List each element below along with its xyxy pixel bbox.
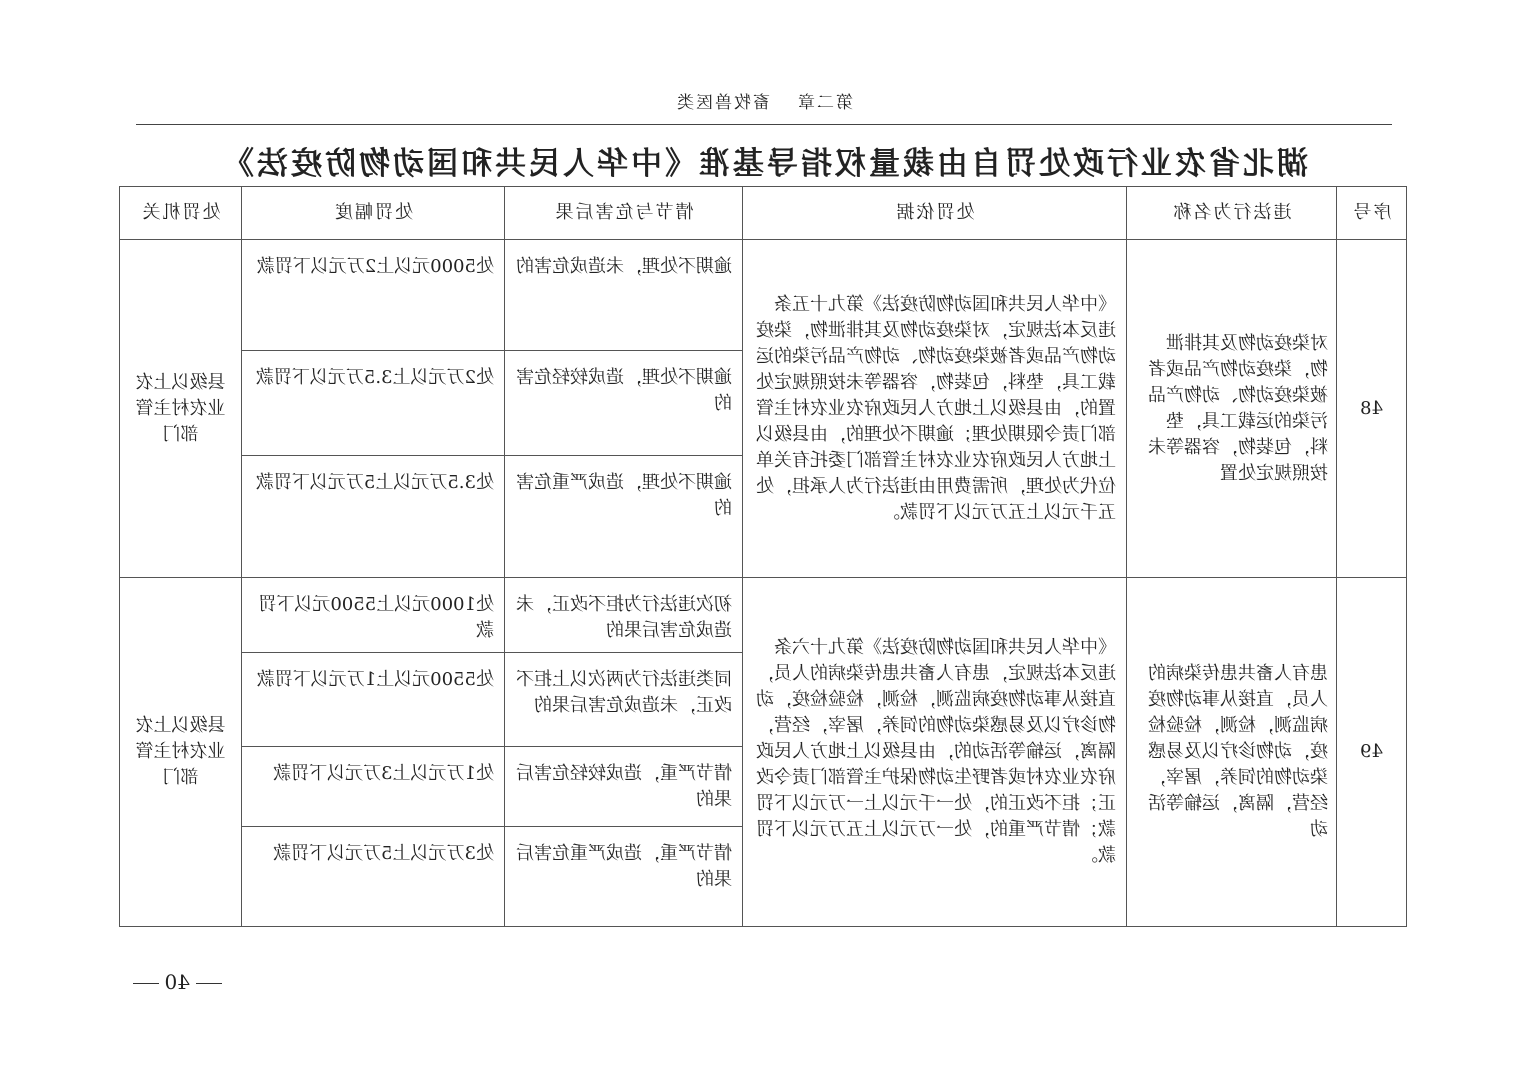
dash-right	[133, 983, 159, 984]
tier-facts: 逾期不处理，造成较轻危害的	[505, 351, 743, 456]
tier-penalty: 处3.5万元以上5万元以下罚款	[242, 456, 505, 578]
header-facts: 情节与危害后果	[505, 187, 743, 240]
header-penalty: 处罚幅度	[242, 187, 505, 240]
tier-facts: 情节严重，造成较轻危害后果的	[505, 747, 743, 827]
tier-facts: 逾期不处理，未造成危害的	[505, 240, 743, 351]
penalty-authority: 县级以上农业农村主管部门	[120, 578, 242, 927]
tier-facts: 逾期不处理，造成严重危害的	[505, 456, 743, 578]
header-violation: 违法行为名称	[1127, 187, 1337, 240]
violation-name: 患有人畜共患传染病的人员，直接从事动物疫病监测，检测，检验检疫，动物诊疗以及易感染动物的饲养，屠宰，经营，隔离，运输等活动	[1127, 578, 1337, 927]
penalty-basis: 《中华人民共和国动物防疫法》第九十六条 违反本法规定，患有人畜共患传染病的人员，直接从事动物疫病监测，检测，检验检疫，动物诊疗以及易感染动物的饲养，屠宰，经营，隔离，运输等活动的，由县级以上地方人民政府农业农村或者野生动物保护主管部门责令改正；拒不改正的，处一千元以上一万元以下罚款；情节严重的，处一万元以上五万元以下罚款。	[743, 578, 1127, 927]
tier-penalty: 处5000元以上2万元以下罚款	[242, 240, 505, 351]
chapter-label: 第二章	[796, 93, 853, 113]
header-no: 序号	[1337, 187, 1407, 240]
header-rule	[136, 124, 1392, 125]
tier-penalty: 处1000元以上5500元以下罚款	[242, 578, 505, 653]
tier-facts: 情节严重，造成严重危害后果的	[505, 827, 743, 927]
page-footer	[127, 970, 228, 994]
tier-facts: 初次违法行为拒不改正，未造成危害后果的	[505, 578, 743, 653]
tier-penalty: 处1万元以上3万元以下罚款	[242, 747, 505, 827]
penalty-basis: 《中华人民共和国动物防疫法》第九十五条 违反本法规定，对染疫动物及其排泄物，染疫动物产品或者被染疫动物、动物产品污染的运载工具，垫料，包装物，容器等未按照规定处置的，由县级以上地方人民政府农业农村主管部门责令限期处理；逾期不处理的，由县级以上地方人民政府农业农村主管部门委托有关单位代为处理，所需费用由违法行为人承担，处五千元以上五万元以下罚款。	[743, 240, 1127, 578]
tier-penalty: 处5500元以上1万元以下罚款	[242, 653, 505, 747]
table-row	[120, 578, 1407, 653]
row-number: 49	[1337, 578, 1407, 927]
tier-penalty: 处3万元以上5万元以下罚款	[242, 827, 505, 927]
page-number: 40	[164, 970, 190, 994]
table-row	[120, 240, 1407, 351]
category-label: 畜牧兽医类	[675, 93, 770, 113]
page-title: 湖北省农业行政处罚自由裁量权指导基准《中华人民共和国动物防疫法》	[220, 146, 1308, 182]
header-basis: 处罚依据	[743, 187, 1127, 240]
table-header-row	[120, 187, 1407, 240]
running-header	[0, 88, 1528, 113]
row-number: 48	[1337, 240, 1407, 578]
dash-left	[196, 983, 222, 984]
tier-penalty: 处2万元以上3.5万元以下罚款	[242, 351, 505, 456]
penalty-table	[119, 186, 1407, 927]
violation-name: 对染疫动物及其排泄物，染疫动物产品或者被染疫动物、动物产品污染的运载工具，垫料，包装物，容器等未按照规定处置	[1127, 240, 1337, 578]
penalty-authority: 县级以上农业农村主管部门	[120, 240, 242, 578]
header-authority: 处罚机关	[120, 187, 242, 240]
tier-facts: 同类违法行为两次以上拒不改正，未造成危害后果的	[505, 653, 743, 747]
